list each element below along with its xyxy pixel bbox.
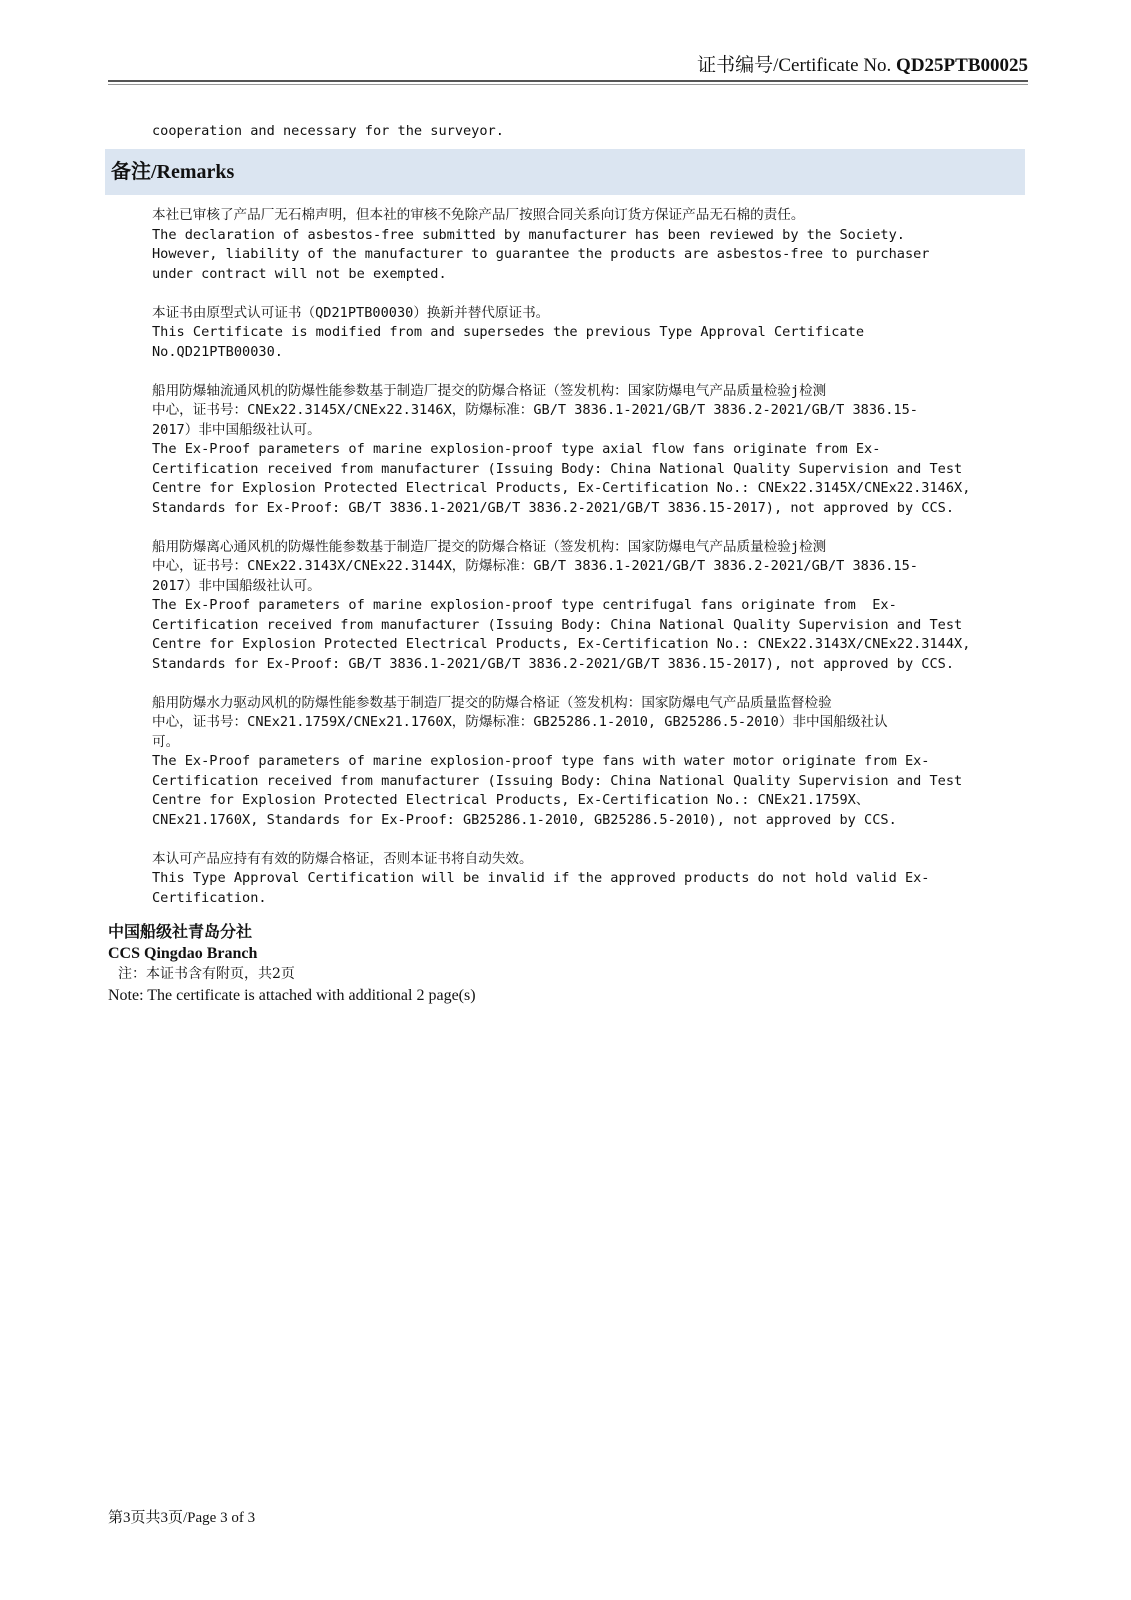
remark-text-en: This Certificate is modified from and supersedes the previous Type Approval Certificate No.QD21PTB00030. xyxy=(152,324,865,360)
certificate-number-header xyxy=(108,54,1028,78)
remark-text-cn: 船用防爆离心通风机的防爆性能参数基于制造厂提交的防爆合格证（签发机构：国家防爆电气产品质量检验j检测 中心，证书号：CNEx22.3143X/CNEx22.3144X，防爆标准：GB/T 3836.1-2021/GB/T 3836.2-2021/GB/T 3836.15- 2017）非中国船级社认可。 xyxy=(152,538,918,594)
remark-supersedes xyxy=(152,304,1022,363)
remark-text-en: This Type Approval Certification will be invalid if the approved products do not hold valid Ex- Certification. xyxy=(152,870,930,906)
certificate-number-value: QD25PTB00025 xyxy=(896,55,1028,76)
attachment-note-cn: 注：本证书含有附页，共2页 xyxy=(118,966,295,982)
certificate-number-label: 证书编号/Certificate No. xyxy=(697,55,897,76)
attachment-note-en: Note: The certificate is attached with additional 2 page(s) xyxy=(108,987,476,1004)
remark-water-motor-fans xyxy=(152,694,1022,831)
remark-axial-fans xyxy=(152,382,1022,519)
remark-text-cn: 船用防爆水力驱动风机的防爆性能参数基于制造厂提交的防爆合格证（签发机构：国家防爆电气产品质量监督检验 中心，证书号：CNEx21.1759X/CNEx21.1760X，防爆标准：GB25286.1-2010, GB25286.5-2010）非中国船级社认 可。 xyxy=(152,694,888,750)
issuer-name-cn: 中国船级社青岛分社 xyxy=(108,924,253,941)
remarks-title: 备注/Remarks xyxy=(111,161,235,183)
remark-text-cn: 船用防爆轴流通风机的防爆性能参数基于制造厂提交的防爆合格证（签发机构：国家防爆电气产品质量检验j检测 中心，证书号：CNEx22.3145X/CNEx22.3146X，防爆标准：GB/T 3836.1-2021/GB/T 3836.2-2021/GB/T 3836.15- 2017）非中国船级社认可。 xyxy=(152,382,918,438)
issuer-block xyxy=(108,922,476,1006)
remarks-section-header xyxy=(105,149,1025,195)
remark-text-en: The Ex-Proof parameters of marine explosion-proof type centrifugal fans originate from Ex- Certification received from manufacturer (Issuing Body: China National Quality Supervision and Test Centre for Explosion Protected Electrical Products, Ex-Certification No.: CNEx22.3143X/CNEx22.3144X, Standards for Ex-Proof: GB/T 3836.1-2021/GB/T 3836.2-2021/GB/T 3836.15-2017), not approved by CCS. xyxy=(152,597,971,672)
header-divider-thin xyxy=(108,84,1028,85)
remark-centrifugal-fans xyxy=(152,538,1022,675)
remark-text-cn: 本证书由原型式认可证书（QD21PTB00030）换新并替代原证书。 xyxy=(152,304,550,321)
continued-text: cooperation and necessary for the surveyor. xyxy=(152,123,504,139)
header-divider xyxy=(108,80,1028,82)
remarks-body xyxy=(152,206,1022,928)
remark-text-cn: 本社已审核了产品厂无石棉声明，但本社的审核不免除产品厂按照合同关系向订货方保证产品无石棉的责任。 xyxy=(152,207,805,223)
remark-text-en: The Ex-Proof parameters of marine explosion-proof type axial flow fans originate from Ex- Certification received from manufacturer (Issuing Body: China National Quality Supervision and Test Centre for Explosion Protected Electrical Products, Ex-Certification No.: CNEx22.3145X/CNEx22.3146X, Standards for Ex-Proof: GB/T 3836.1-2021/GB/T 3836.2-2021/GB/T 3836.15-2017), not approved by CCS. xyxy=(152,441,971,516)
page-number: 第3页共3页/Page 3 of 3 xyxy=(108,1510,256,1526)
issuer-name-en: CCS Qingdao Branch xyxy=(108,945,258,962)
remark-text-en: The declaration of asbestos-free submitted by manufacturer has been reviewed by the Society. However, liability of the manufacturer to guarantee the products are asbestos-free to purchaser under contract will not be exempted. xyxy=(152,226,930,282)
remark-text-cn: 本认可产品应持有有效的防爆合格证，否则本证书将自动失效。 xyxy=(152,850,533,867)
remark-asbestos xyxy=(152,206,1022,284)
remark-validity xyxy=(152,850,1022,909)
remark-text-en: The Ex-Proof parameters of marine explosion-proof type fans with water motor originate from Ex- Certification received from manufacturer (Issuing Body: China National Quality Supervision and Test Centre for Explosion Protected Electrical Products, Ex-Certification No.: CNEx21.1759X、 CNEx21.1760X, Standards for Ex-Proof: GB25286.1-2010, GB25286.5-2010), not approved by CCS. xyxy=(152,753,963,828)
